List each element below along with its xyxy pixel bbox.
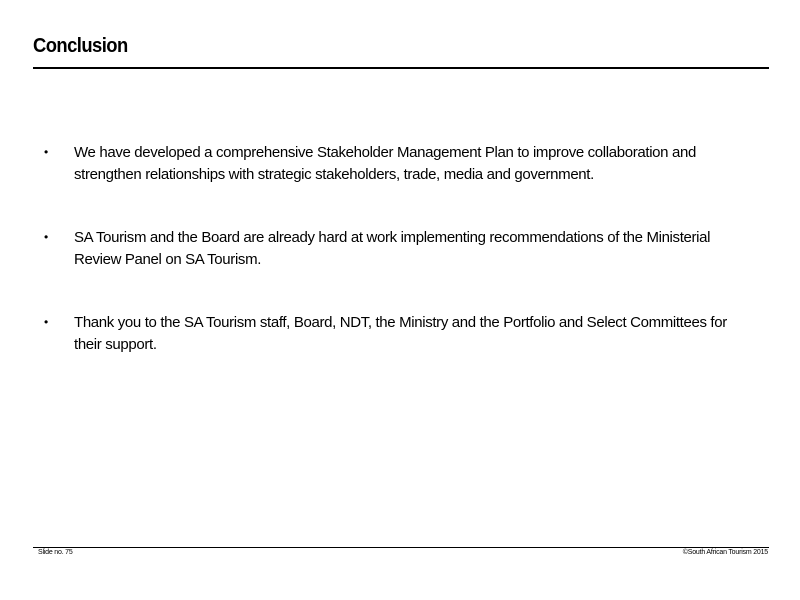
- bullet-item: [44, 227, 754, 312]
- slide-title: Conclusion: [33, 35, 128, 57]
- bullet-item: [44, 142, 754, 227]
- copyright-notice: ©South African Tourism 2015: [682, 549, 768, 556]
- bullet-list: [44, 142, 754, 397]
- bullet-text: Thank you to the SA Tourism staff, Board, NDT, the Ministry and the Portfolio and Select Committees for their support.: [74, 314, 727, 353]
- bullet-marker: •: [44, 315, 48, 329]
- bullet-text: SA Tourism and the Board are already hard at work implementing recommendations of the Ministerial Review Panel on SA Tourism.: [74, 229, 711, 268]
- bullet-text: We have developed a comprehensive Stakeholder Management Plan to improve collaboration and strengthen relationships with strategic stakeholders, trade, media and government.: [74, 144, 696, 183]
- title-divider: [33, 67, 769, 69]
- footer-divider: [33, 547, 769, 548]
- slide-number: Slide no. 75: [38, 549, 73, 556]
- bullet-item: [44, 312, 754, 397]
- bullet-marker: •: [44, 145, 48, 159]
- bullet-marker: •: [44, 230, 48, 244]
